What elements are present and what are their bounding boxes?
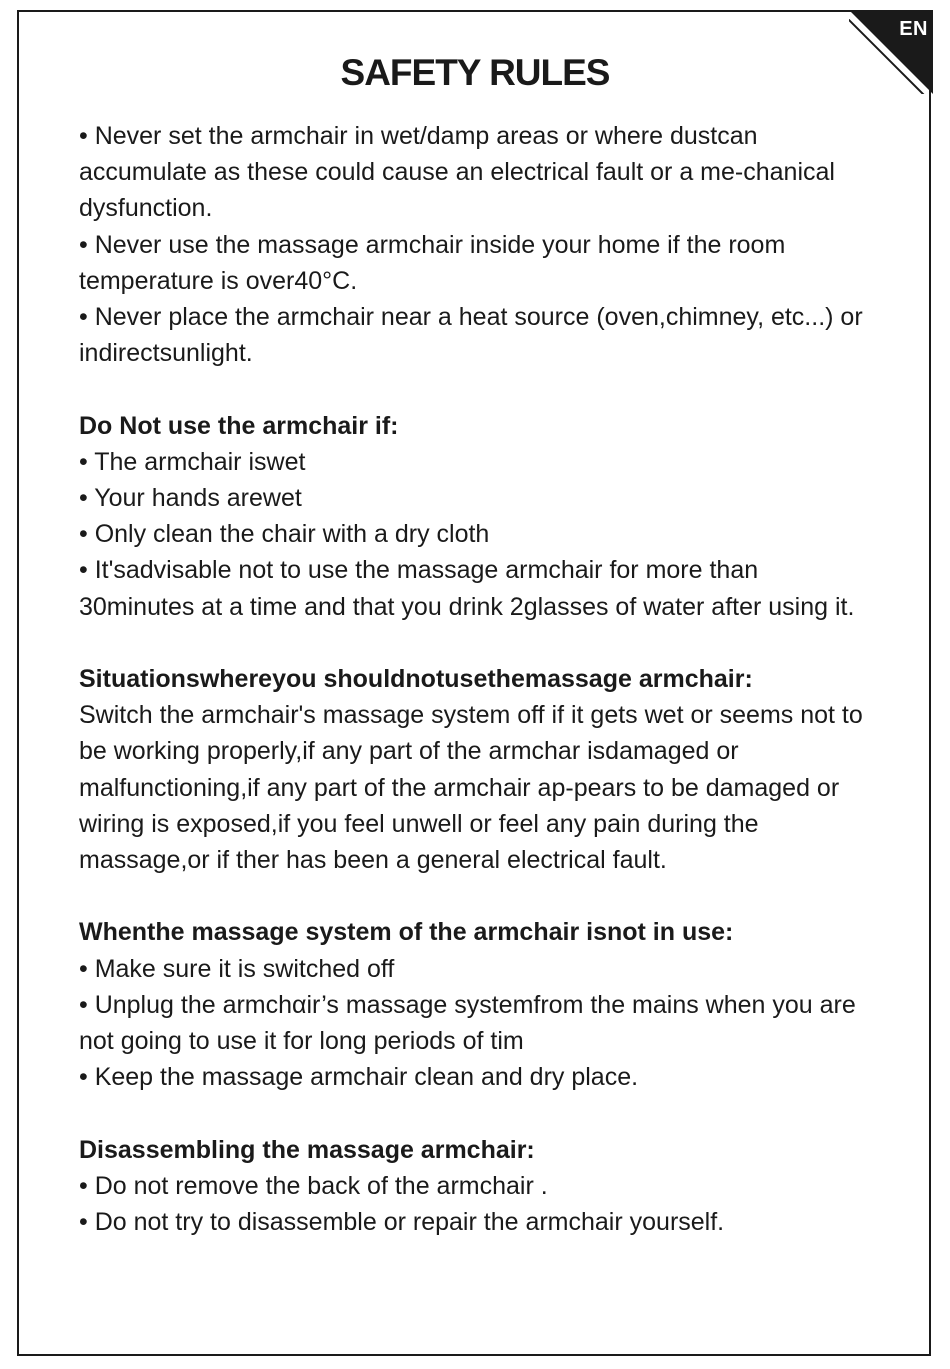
section-heading: Disassembling the massage armchair: xyxy=(79,1135,535,1164)
section-paragraph: Switch the armchair's massage system off if it gets wet or seems not to be working properly,if any part of the armchar isdamaged or malfunctioning,if any part of the armchair ap-pears to be damaged or wiring is exposed,if you feel unwell or feel any pain during the massage,or if ther has been a general electrical fault. xyxy=(79,701,863,875)
section-spacer xyxy=(79,878,879,914)
do-not-use-section xyxy=(79,408,879,625)
list-item: • Never place the armchair near a heat source (oven,chimney, etc...) or indirectsunlight. xyxy=(79,303,863,368)
section-heading: Do Not use the armchair if: xyxy=(79,411,399,440)
list-item: • Unplug the armchαir’s massage systemfrom the mains when you are not going to use it for long periods of tim xyxy=(79,990,856,1056)
list-item: • It'sadvisable not to use the massage armchair for more than 30minutes at a time and that you drink 2glasses of water after using it. xyxy=(79,556,855,621)
not-in-use-section xyxy=(79,914,879,1095)
situations-section xyxy=(79,661,879,878)
section-spacer xyxy=(79,625,879,661)
list-item: • Do not try to disassemble or repair the armchair yourself. xyxy=(79,1208,725,1237)
list-item: • The armchair iswet xyxy=(79,447,306,476)
list-item: • Never use the massage armchair inside your home if the room temperature is over40°C. xyxy=(79,230,786,295)
list-item: • Your hands arewet xyxy=(79,484,302,513)
disassembling-section xyxy=(79,1132,879,1241)
page-title: SAFETY RULES xyxy=(340,52,610,93)
list-item: • Do not remove the back of the armchair . xyxy=(79,1171,548,1200)
safety-rules-content xyxy=(79,118,879,1240)
section-heading: Whenthe massage system of the armchair isnot in use: xyxy=(79,918,734,947)
list-item: • Keep the massage armchair clean and dry place. xyxy=(79,1063,639,1092)
section-heading: Situationswhereyou shouldnotusethemassage armchair: xyxy=(79,665,753,694)
list-item: • Only clean the chair with a dry cloth xyxy=(79,520,490,549)
list-item: • Make sure it is switched off xyxy=(79,954,395,983)
section-spacer xyxy=(79,1095,879,1131)
section-spacer xyxy=(79,371,879,407)
language-label: EN xyxy=(899,18,928,40)
list-item: • Never set the armchair in wet/damp areas or where dustcan accumulate as these could cause an electrical fault or a me-chanical dysfunction. xyxy=(79,122,835,223)
intro-section xyxy=(79,118,879,371)
